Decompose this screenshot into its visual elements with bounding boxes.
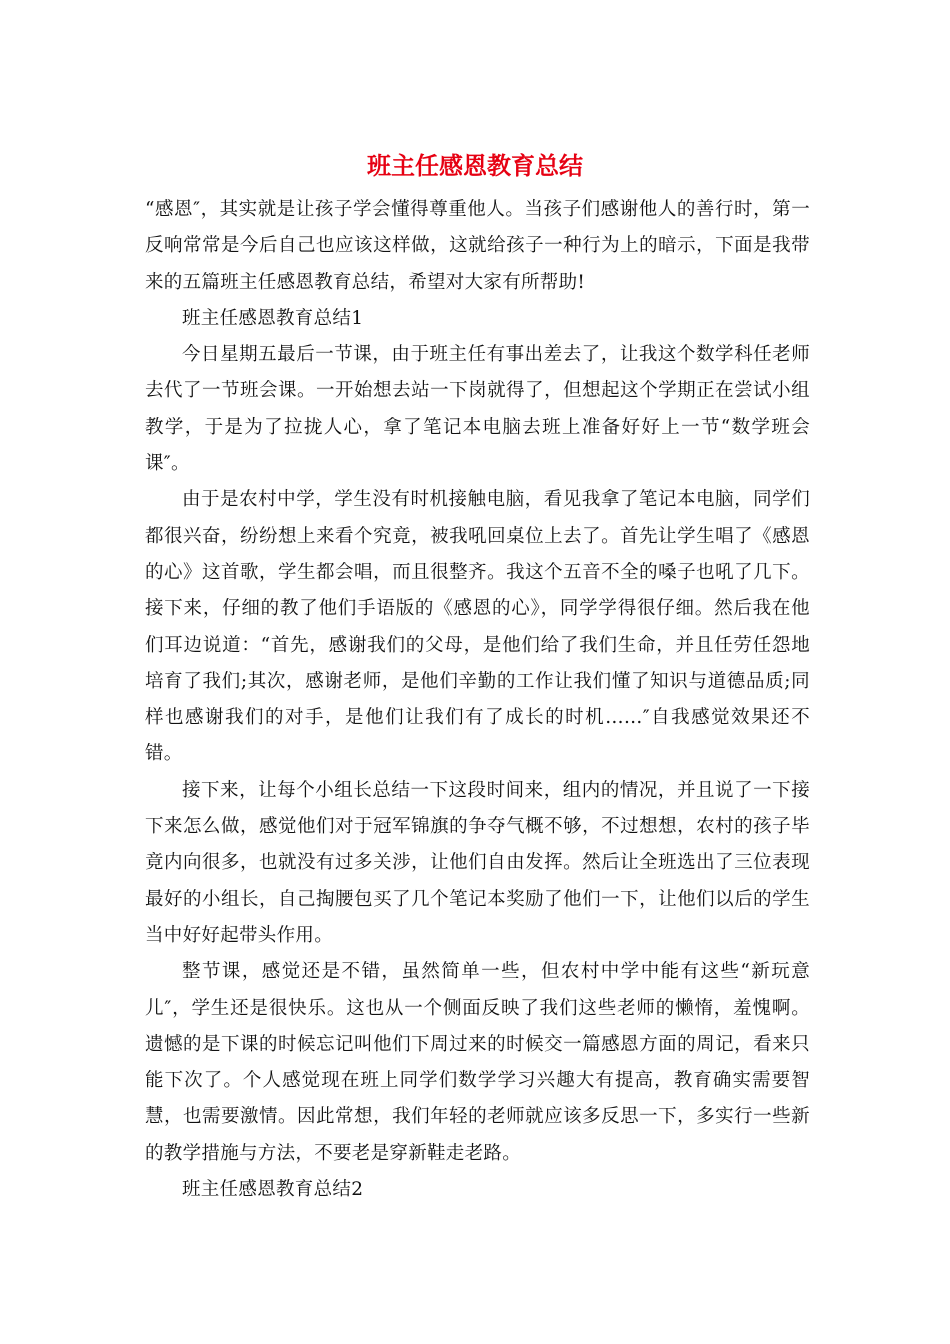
document-body [145, 192, 810, 1208]
body-paragraph: 整节课，感觉还是不错，虽然简单一些，但农村中学中能有这些“新玩意儿″，学生还是很快乐。这也从一个侧面反映了我们这些老师的懒惰，羞愧啊。遗憾的是下课的时候忘记叫他们下周过来的时候交一篇感恩方面的周记，看来只能下次了。个人感觉现在班上同学们数学学习兴趣大有提高，教育确实需要智慧，也需要激情。因此常想，我们年轻的老师就应该多反思一下，多实行一些新的教学措施与方法，不要老是穿新鞋走老路。 [145, 961, 810, 1164]
body-paragraph: 今日星期五最后一节课，由于班主任有事出差去了，让我这个数学科任老师去代了一节班会课。一开始想去站一下岗就得了，但想起这个学期正在尝试小组教学，于是为了拉拢人心，拿了笔记本电脑去班上准备好好上一节“数学班会课″。 [145, 344, 810, 475]
section-heading-2: 班主任感恩教育总结2 [182, 1179, 364, 1201]
section-heading-1: 班主任感恩教育总结1 [182, 307, 364, 329]
body-paragraph: 接下来，让每个小组长总结一下这段时间来，组内的情况，并且说了一下接下来怎么做，感觉他们对于冠军锦旗的争夺气概不够，不过想想，农村的孩子毕竟内向很多，也就没有过多关涉，让他们自由发挥。然后让全班选出了三位表现最好的小组长，自己掏腰包买了几个笔记本奖励了他们一下，让他们以后的学生当中好好起带头作用。 [145, 779, 810, 946]
body-paragraph: 由于是农村中学，学生没有时机接触电脑，看见我拿了笔记本电脑，同学们都很兴奋，纷纷想上来看个究竟，被我吼回桌位上去了。首先让学生唱了《感恩的心》这首歌，学生都会唱，而且很整齐。我这个五音不全的嗓子也吼了几下。接下来，仔细的教了他们手语版的《感恩的心》，同学学得很仔细。然后我在他们耳边说道：“首先，感谢我们的父母，是他们给了我们生命，并且任劳任怨地培育了我们;其次，感谢老师，是他们辛勤的工作让我们懂了知识与道德品质;同样也感谢我们的对手，是他们让我们有了成长的时机……″自我感觉效果还不错。 [145, 489, 810, 765]
document-title: 班主任感恩教育总结 [367, 151, 583, 180]
intro-paragraph: “感恩″，其实就是让孩子学会懂得尊重他人。当孩子们感谢他人的善行时，第一反响常常是今后自己也应该这样做，这就给孩子一种行为上的暗示，下面是我带来的五篇班主任感恩教育总结，希望对大家有所帮助! [145, 199, 810, 293]
